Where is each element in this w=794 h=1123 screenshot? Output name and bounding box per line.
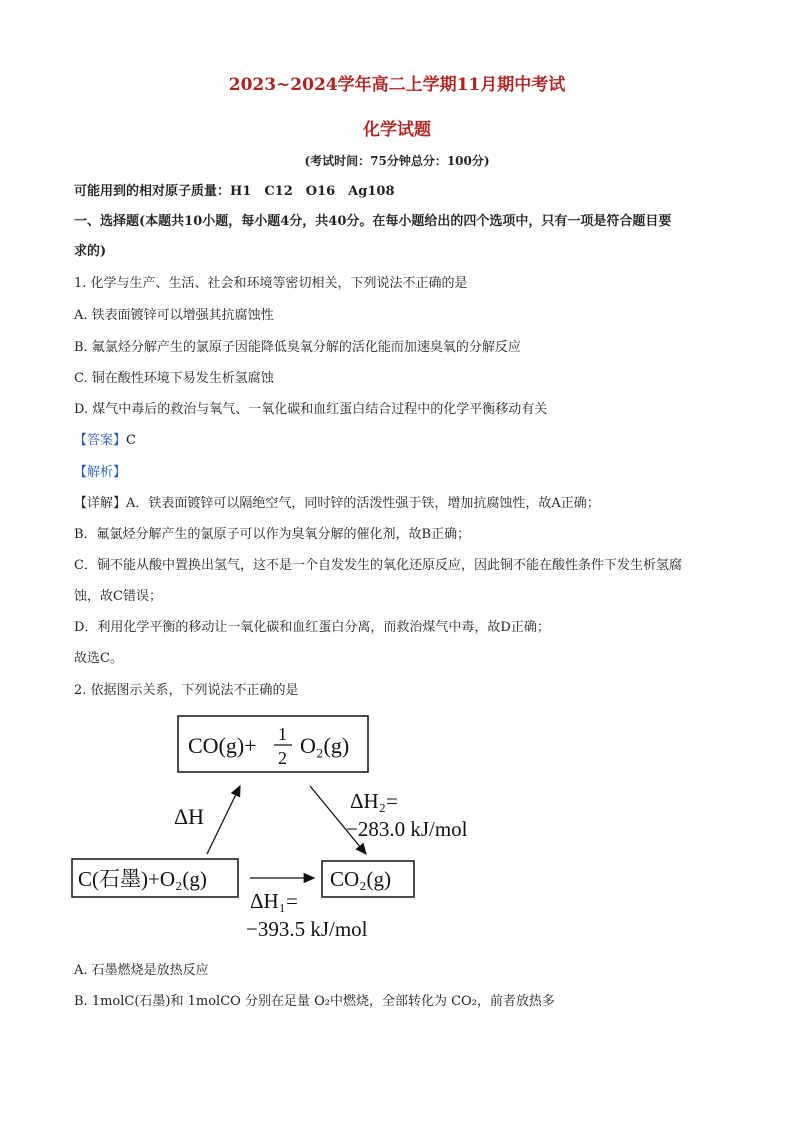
q1-detail-line: D．利用化学平衡的移动让一氧化碳和血红蛋白分离，而救治煤气中毒，故D正确； <box>74 620 550 635</box>
top-box-left: CO(g)+ <box>188 733 257 758</box>
q1-stem: 1. 化学与生产、生活、社会和环境等密切相关，下列说法不正确的是 <box>74 276 468 291</box>
arrow-up <box>207 786 240 854</box>
exam-info: (考试时间：75分钟总分：100分) <box>304 154 490 168</box>
subject-title: 化学试题 <box>363 120 431 140</box>
top-box-frac-den: 2 <box>278 748 287 768</box>
detail-tag: 【详解】 <box>74 496 127 511</box>
answer-tag: 【答案】 <box>74 433 127 448</box>
q2-stem: 2. 依据图示关系，下列说法不正确的是 <box>74 683 299 698</box>
top-box-frac-num: 1 <box>278 724 287 744</box>
q1-detail-line: B．氟氯烃分解产生的氯原子可以作为臭氧分解的催化剂，故B正确； <box>74 527 471 542</box>
q1-option-c: C. 铜在酸性环境下易发生析氢腐蚀 <box>74 371 274 386</box>
exam-title: 2023~2024学年高二上学期11月期中考试 <box>228 75 566 95</box>
q1-detail-line: C．铜不能从酸中置换出氢气，这不是一个自发发生的氧化还原反应，因此铜不能在酸性条件下发生析氢腐 <box>74 558 682 573</box>
q1-option-d: D. 煤气中毒后的救治与氧气、一氧化碳和血红蛋白结合过程中的化学平衡移动有关 <box>74 402 548 417</box>
right-box-label: CO₂(g) <box>330 867 391 891</box>
q1-option-b: B. 氟氯烃分解产生的氯原子因能降低臭氧分解的活化能而加速臭氧的分解反应 <box>74 340 521 355</box>
section-heading-line1: 一、选择题(本题共10小题，每小题4分，共40分。在每小题给出的四个选项中，只有一项是符合题目要 <box>74 214 672 229</box>
q2-option-a: A. 石墨燃烧是放热反应 <box>74 963 209 978</box>
q1-answer <box>74 433 734 449</box>
detail-text: A．铁表面镀锌可以隔绝空气，同时锌的活泼性强于铁，增加抗腐蚀性，故A正确； <box>126 496 600 511</box>
q1-detail-line: 故选C。 <box>74 651 123 666</box>
q1-detail-line <box>74 496 734 512</box>
dh1-value: −393.5 kJ/mol <box>246 917 368 941</box>
q1-detail-line: 蚀，故C错误； <box>74 589 162 604</box>
enthalpy-diagram <box>70 712 530 952</box>
left-box-label: C(石墨)+O₂(g) <box>78 867 207 891</box>
analysis-tag: 【解析】 <box>74 465 127 480</box>
dh2-label: ΔH₂= <box>350 789 398 813</box>
atomic-masses: 可能用到的相对原子质量：H1 C12 O16 Ag108 <box>74 184 395 199</box>
answer-value: C <box>126 433 136 448</box>
dh1-label: ΔH₁= <box>250 889 298 913</box>
q1-option-a: A. 铁表面镀锌可以增强其抗腐蚀性 <box>74 308 274 323</box>
q2-option-b: B. 1molC(石墨)和 1molCO 分别在足量 O₂中燃烧，全部转化为 CO₂，前者放热多 <box>74 994 555 1009</box>
dh2-value: −283.0 kJ/mol <box>346 817 468 841</box>
top-box-right: O₂(g) <box>300 733 350 758</box>
dh-label: ΔH <box>174 804 205 829</box>
section-heading-line2: 求的) <box>74 244 107 259</box>
